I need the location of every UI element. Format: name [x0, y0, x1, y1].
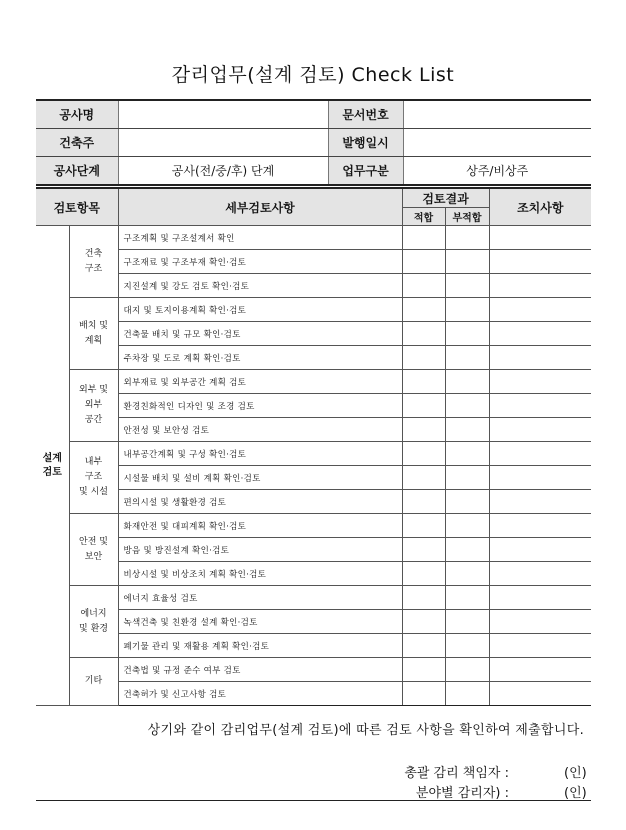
result-not-ok-cell[interactable]	[445, 442, 489, 466]
check-item: 구조재료 및 구조부재 확인·검토	[118, 250, 402, 274]
page-title: 감리업무(설계 검토) Check List	[171, 64, 455, 86]
header-action: 조치사항	[489, 188, 591, 226]
action-cell[interactable]	[489, 634, 591, 658]
doc-no-field[interactable]	[403, 100, 591, 129]
action-cell[interactable]	[489, 322, 591, 346]
table-row	[36, 562, 591, 586]
table-row	[36, 442, 591, 466]
check-item: 비상시설 및 비상조치 계획 확인·검토	[118, 562, 402, 586]
result-ok-cell[interactable]	[402, 634, 445, 658]
group-label: 외부 및 외부 공간	[69, 370, 118, 442]
result-ok-cell[interactable]	[402, 586, 445, 610]
result-not-ok-cell[interactable]	[445, 538, 489, 562]
action-cell[interactable]	[489, 226, 591, 250]
result-ok-cell[interactable]	[402, 418, 445, 442]
result-ok-cell[interactable]	[402, 250, 445, 274]
checklist-table	[36, 187, 591, 706]
table-row	[36, 538, 591, 562]
result-ok-cell[interactable]	[402, 658, 445, 682]
header-detail: 세부검토사항	[118, 188, 402, 226]
check-item: 에너지 효율성 검토	[118, 586, 402, 610]
check-item: 건축법 및 규정 준수 여부 검토	[118, 658, 402, 682]
result-ok-cell[interactable]	[402, 226, 445, 250]
table-row	[36, 226, 591, 250]
check-item: 건축허가 및 신고사항 검토	[118, 682, 402, 706]
result-ok-cell[interactable]	[402, 442, 445, 466]
result-not-ok-cell[interactable]	[445, 370, 489, 394]
group-label: 배치 및 계획	[69, 298, 118, 370]
group-label: 에너지 및 환경	[69, 586, 118, 658]
check-item: 지진설계 및 강도 검토 확인·검토	[118, 274, 402, 298]
result-ok-cell[interactable]	[402, 322, 445, 346]
result-not-ok-cell[interactable]	[445, 418, 489, 442]
result-not-ok-cell[interactable]	[445, 490, 489, 514]
table-row	[36, 274, 591, 298]
table-row	[36, 298, 591, 322]
work-type-field[interactable]: 상주/비상주	[403, 157, 591, 186]
check-item: 구조계획 및 구조설계서 확인	[118, 226, 402, 250]
check-item: 외부재료 및 외부공간 계획 검토	[118, 370, 402, 394]
table-row	[36, 658, 591, 682]
action-cell[interactable]	[489, 370, 591, 394]
action-cell[interactable]	[489, 346, 591, 370]
result-not-ok-cell[interactable]	[445, 226, 489, 250]
chief-supervisor-label: 총괄 감리 책임자 :	[404, 766, 509, 781]
action-cell[interactable]	[489, 514, 591, 538]
check-item: 환경친화적인 디자인 및 조경 검토	[118, 394, 402, 418]
table-row	[36, 682, 591, 706]
result-ok-cell[interactable]	[402, 562, 445, 586]
phase-label: 공사단계	[36, 157, 118, 186]
bottom-divider	[36, 800, 591, 801]
submission-statement: 상기와 같이 감리업무(설계 검토)에 따른 검토 사항을 확인하여 제출합니다.	[147, 723, 584, 738]
result-not-ok-cell[interactable]	[445, 466, 489, 490]
owner-field[interactable]	[118, 129, 328, 157]
action-cell[interactable]	[489, 274, 591, 298]
project-name-label: 공사명	[36, 100, 118, 129]
result-not-ok-cell[interactable]	[445, 394, 489, 418]
result-not-ok-cell[interactable]	[445, 634, 489, 658]
group-label: 내부 구조 및 시설	[69, 442, 118, 514]
table-row	[36, 394, 591, 418]
check-item: 내부공간계획 및 구성 확인·검토	[118, 442, 402, 466]
table-row	[36, 586, 591, 610]
result-ok-cell[interactable]	[402, 610, 445, 634]
result-ok-cell[interactable]	[402, 514, 445, 538]
result-not-ok-cell[interactable]	[445, 610, 489, 634]
action-cell[interactable]	[489, 610, 591, 634]
check-item: 편의시설 및 생활환경 검토	[118, 490, 402, 514]
action-cell[interactable]	[489, 442, 591, 466]
action-cell[interactable]	[489, 658, 591, 682]
result-not-ok-cell[interactable]	[445, 682, 489, 706]
result-not-ok-cell[interactable]	[445, 658, 489, 682]
action-cell[interactable]	[489, 490, 591, 514]
action-cell[interactable]	[489, 298, 591, 322]
result-not-ok-cell[interactable]	[445, 322, 489, 346]
category-cell: 설계 검토	[36, 226, 69, 706]
check-item: 주차장 및 도로 계획 확인·검토	[118, 346, 402, 370]
table-row	[36, 370, 591, 394]
result-not-ok-cell[interactable]	[445, 250, 489, 274]
table-row	[36, 634, 591, 658]
table-row	[36, 418, 591, 442]
header-result: 검토결과	[402, 188, 489, 208]
result-not-ok-cell[interactable]	[445, 298, 489, 322]
table-row	[36, 490, 591, 514]
result-not-ok-cell[interactable]	[445, 586, 489, 610]
work-type-label: 업무구분	[328, 157, 403, 186]
result-not-ok-cell[interactable]	[445, 346, 489, 370]
action-cell[interactable]	[489, 250, 591, 274]
field-supervisor-seal[interactable]: (인)	[564, 786, 587, 801]
group-label: 기타	[69, 658, 118, 706]
doc-no-label: 문서번호	[328, 100, 403, 129]
result-ok-cell[interactable]	[402, 274, 445, 298]
check-item: 건축물 배치 및 규모 확인·검토	[118, 322, 402, 346]
check-item: 시설물 배치 및 설비 계획 확인·검토	[118, 466, 402, 490]
action-cell[interactable]	[489, 562, 591, 586]
action-cell[interactable]	[489, 538, 591, 562]
info-table	[36, 99, 591, 186]
check-item: 녹색건축 및 친환경 설계 확인·검토	[118, 610, 402, 634]
action-cell[interactable]	[489, 418, 591, 442]
action-cell[interactable]	[489, 394, 591, 418]
table-row	[36, 466, 591, 490]
check-item: 화재안전 및 대피계획 확인·검토	[118, 514, 402, 538]
result-not-ok-cell[interactable]	[445, 274, 489, 298]
result-ok-cell[interactable]	[402, 538, 445, 562]
result-ok-cell[interactable]	[402, 346, 445, 370]
header-item: 검토항목	[36, 188, 118, 226]
table-row	[36, 250, 591, 274]
check-item: 폐기물 관리 및 재활용 계획 확인·검토	[118, 634, 402, 658]
check-item: 안전성 및 보안성 검토	[118, 418, 402, 442]
project-name-field[interactable]	[118, 100, 328, 129]
table-row	[36, 610, 591, 634]
issue-date-field[interactable]	[403, 129, 591, 157]
group-label: 안전 및 보안	[69, 514, 118, 586]
result-ok-cell[interactable]	[402, 370, 445, 394]
issue-date-label: 발행일시	[328, 129, 403, 157]
table-row	[36, 514, 591, 538]
header-ok: 적합	[402, 208, 445, 226]
table-row	[36, 322, 591, 346]
action-cell[interactable]	[489, 466, 591, 490]
field-supervisor-label: 분야별 감리자) :	[415, 786, 509, 801]
phase-field[interactable]: 공사(전/중/후) 단계	[118, 157, 328, 186]
group-label: 건축 구조	[69, 226, 118, 298]
result-ok-cell[interactable]	[402, 298, 445, 322]
check-item: 방음 및 방진설계 확인·검토	[118, 538, 402, 562]
result-ok-cell[interactable]	[402, 466, 445, 490]
result-ok-cell[interactable]	[402, 394, 445, 418]
action-cell[interactable]	[489, 682, 591, 706]
header-not-ok: 부적합	[445, 208, 489, 226]
chief-supervisor-seal[interactable]: (인)	[564, 766, 587, 781]
owner-label: 건축주	[36, 129, 118, 157]
result-ok-cell[interactable]	[402, 682, 445, 706]
result-not-ok-cell[interactable]	[445, 562, 489, 586]
check-item: 대지 및 토지이용계획 확인·검토	[118, 298, 402, 322]
result-not-ok-cell[interactable]	[445, 514, 489, 538]
action-cell[interactable]	[489, 586, 591, 610]
table-row	[36, 346, 591, 370]
result-ok-cell[interactable]	[402, 490, 445, 514]
